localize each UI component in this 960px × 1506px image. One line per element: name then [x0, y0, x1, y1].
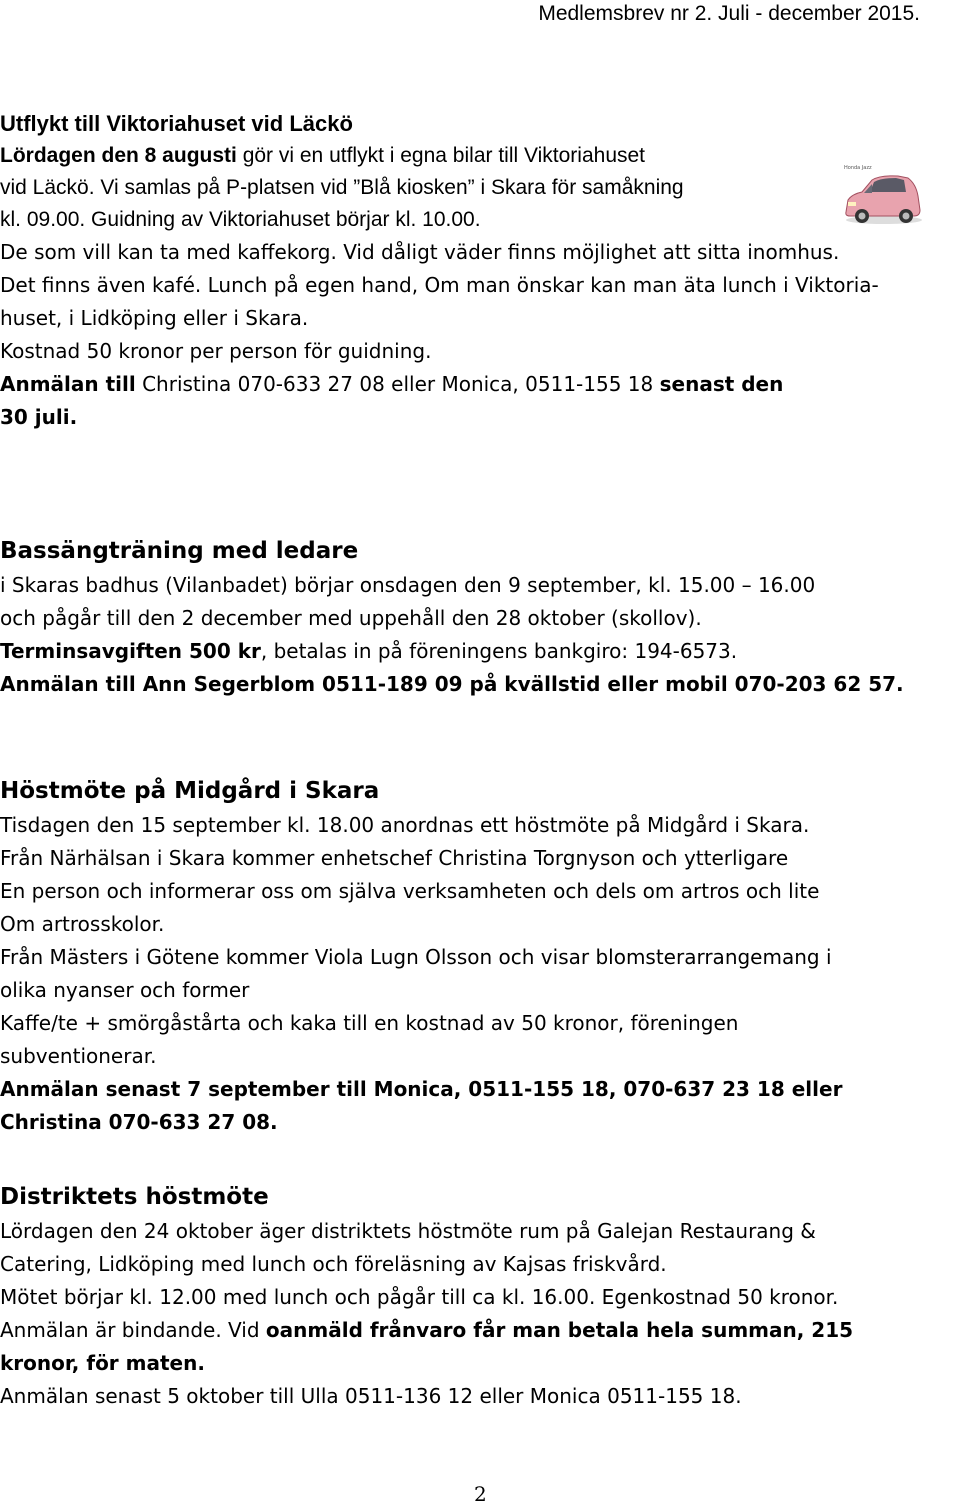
section-title: Höstmöte på Midgård i Skara [0, 778, 380, 804]
text-line: subventionerar. [0, 1044, 157, 1068]
section-title: Utflykt till Viktoriahuset vid Läckö [0, 111, 353, 136]
text-span: gör vi en utflykt i egna bilar till Viktoriahuset [236, 144, 646, 167]
text-line: De som vill kan ta med kaffekorg. Vid dåligt väder finns möjlighet att sitta inomhus. [0, 240, 840, 264]
text-span: Anmälan är bindande. Vid [0, 1318, 266, 1342]
text-line [0, 368, 879, 401]
text-line: Det finns även kafé. Lunch på egen hand, Om man önskar kan man äta lunch i Viktoria- [0, 273, 879, 297]
text-line: Christina 070-633 27 08. [0, 1110, 278, 1134]
text-span: Christina 070-633 27 08 eller Monica, 0511-155 18 [135, 372, 660, 396]
section-bassang [0, 533, 904, 701]
text-line [0, 1314, 853, 1347]
text-line: Lördagen den 24 oktober äger distriktets höstmöte rum på Galejan Restaurang & [0, 1219, 816, 1243]
section-title: Distriktets höstmöte [0, 1184, 269, 1210]
text-line: kl. 09.00. Guidning av Viktoriahuset börjar kl. 10.00. [0, 208, 481, 231]
text-line: huset, i Lidköping eller i Skara. [0, 306, 309, 330]
bold-text: Lördagen den 8 augusti [0, 144, 237, 167]
text-line: Anmälan senast 5 oktober till Ulla 0511-136 12 eller Monica 0511-155 18. [0, 1384, 742, 1408]
text-line: i Skaras badhus (Vilanbadet) börjar onsdagen den 9 september, kl. 15.00 – 16.00 [0, 573, 816, 597]
text-line [0, 140, 879, 172]
text-line: Catering, Lidköping med lunch och föreläsning av Kajsas friskvård. [0, 1252, 667, 1276]
car-image [836, 160, 926, 230]
bold-text: senast den [659, 372, 784, 396]
text-span: , betalas in på föreningens bankgiro: 194-6573. [260, 639, 738, 663]
text-line: Kostnad 50 kronor per person för guidning. [0, 339, 432, 363]
bold-text: Terminsavgiften 500 kr [0, 639, 261, 663]
text-line: vid Läckö. Vi samlas på P-platsen vid ”Blå kiosken” i Skara för samåkning [0, 176, 684, 199]
text-line: olika nyanser och former [0, 978, 250, 1002]
section-hostmote [0, 773, 842, 1139]
text-line: Från Mästers i Götene kommer Viola Lugn Olsson och visar blomsterarrangemang i [0, 945, 832, 969]
newsletter-header: Medlemsbrev nr 2. Juli - december 2015. [538, 2, 920, 25]
text-line: Tisdagen den 15 september kl. 18.00 anordnas ett höstmöte på Midgård i Skara. [0, 813, 810, 837]
text-line: 30 juli. [0, 405, 78, 429]
text-line: och pågår till den 2 december med uppehåll den 28 oktober (skollov). [0, 606, 702, 630]
text-line: Kaffe/te + smörgåstårta och kaka till en kostnad av 50 kronor, föreningen [0, 1011, 739, 1035]
bold-text: Anmälan till [0, 372, 136, 396]
section-title: Bassängträning med ledare [0, 538, 359, 564]
section-utflykt [0, 108, 879, 434]
text-line: Om artrosskolor. [0, 912, 165, 936]
bold-text: oanmäld frånvaro får man betala hela summan, 215 [265, 1318, 854, 1342]
text-line: Anmälan till Ann Segerblom 0511-189 09 på kvällstid eller mobil 070-203 62 57. [0, 672, 904, 696]
text-line: Från Närhälsan i Skara kommer enhetschef Christina Torgnyson och ytterligare [0, 846, 789, 870]
text-line: Mötet börjar kl. 12.00 med lunch och pågår till ca kl. 16.00. Egenkostnad 50 kronor. [0, 1285, 839, 1309]
car-label: Honda Jazz [844, 165, 872, 171]
text-line: Anmälan senast 7 september till Monica, 0511-155 18, 070-637 23 18 eller [0, 1077, 843, 1101]
section-distrikt [0, 1179, 853, 1413]
text-line [0, 635, 904, 668]
text-line: kronor, för maten. [0, 1351, 205, 1375]
text-line: En person och informerar oss om själva verksamheten och dels om artros och lite [0, 879, 820, 903]
page-number: 2 [474, 1482, 487, 1506]
